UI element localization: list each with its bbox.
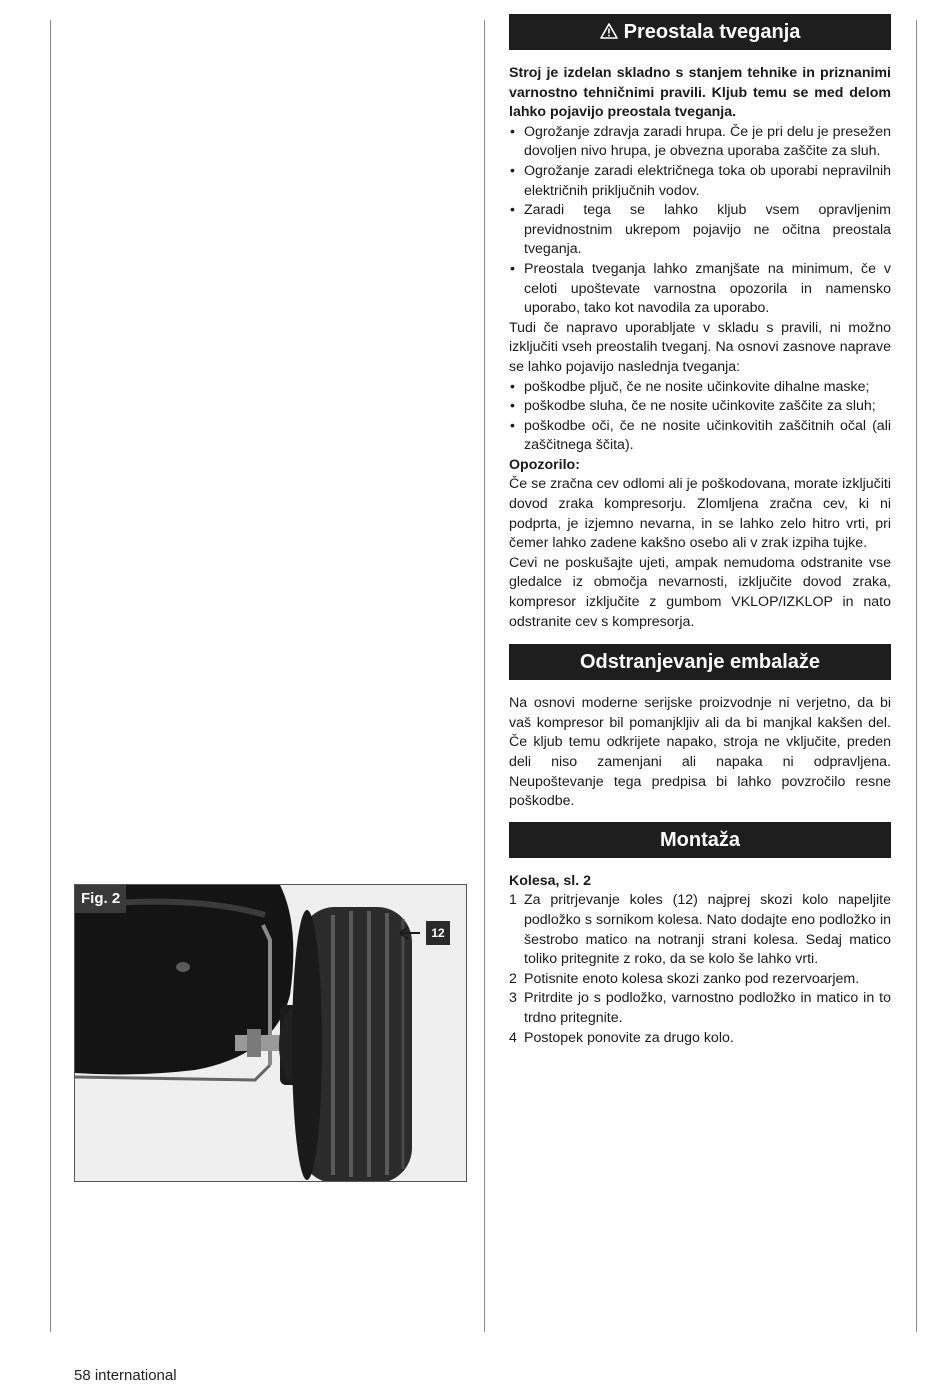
paragraph: Tudi če napravo uporabljate v skladu s pravili, ni možno izključiti vseh preostalih tveganj. Na osnovi zasnove naprave se lahko pojavijo naslednja tveganja: (509, 319, 891, 375)
intro-paragraph: Stroj je izdelan skladno s stanjem tehnike in priznanimi varnostno tehničnimi pravili. Kljub temu se med delom lahko pojavijo preostala tveganja. (509, 65, 891, 121)
assembly-steps (509, 891, 891, 1048)
wheels-subheading: Kolesa, sl. 2 (509, 872, 592, 889)
step-text: Pritrdite jo s podložko, varnostno podložko in matico in to trdno pritegnite. (524, 990, 891, 1026)
injury-list (509, 378, 891, 456)
page-footer: 58 international (74, 1367, 177, 1384)
step-text: Potisnite enoto kolesa skozi zanko pod rezervoarjem. (524, 970, 860, 987)
step-item (509, 1029, 891, 1049)
warning-paragraph: Če se zračna cev odlomi ali je poškodovana, morate izključiti dovod zraka kompresorju. Zlomljena zračna cev, ki ni podprta, je izjemno nevarna, in se lahko zelo hitro vrti, pri čemer lahko zadene kakšno osebo ali v zrak izpiha tujke. (509, 476, 891, 552)
unpacking-paragraph: Na osnovi moderne serijske proizvodnje ni verjetno, da bi vaš kompresor bil pomanjkljiv ali da bi manjkal kakšen del. Če kljub temu odkrijete napako, stroja ne vključite, preden deli niso zamenjani ali napaka ni odpravljena. Neupoštevanje tega predpisa bi lahko povzročilo resne poškodbe. (509, 695, 891, 810)
step-text: Za pritrjevanje koles (12) najprej skozi kolo napeljite podložko s sornikom kolesa. Nato dodajte eno podložko in šestrobo matico na notranji strani kolesa. Sedaj matico toliko pritegnite z roko, da se kolo še lahko vrti. (524, 892, 891, 968)
step-number: 4 (509, 1029, 517, 1046)
figure-label: Fig. 2 (75, 885, 126, 913)
list-item: • Ogrožanje zdravja zaradi hrupa. Če je pri delu je presežen dovoljen nivo hrupa, je obvezna uporaba zaščite za sluh. (509, 123, 891, 162)
list-item: • poškodbe sluha, če ne nosite učinkovite zaščite za sluh; (509, 397, 891, 417)
section-header-residual-risks (509, 14, 891, 50)
list-item: • poškodbe pljuč, če ne nosite učinkovite dihalne maske; (509, 378, 891, 398)
step-item (509, 970, 891, 990)
step-item (509, 891, 891, 969)
section-header-unpacking: Odstranjevanje embalaže (509, 644, 891, 680)
right-margin-rule (916, 20, 917, 1332)
warning-heading: Opozorilo: (509, 456, 580, 473)
step-number: 3 (509, 990, 517, 1007)
list-item: • Zaradi tega se lahko kljub vsem opravljenim previdnostnim ukrepom pojavijo ne očitna preostala tveganja. (509, 201, 891, 260)
center-column-rule (484, 20, 485, 1332)
wheel-assembly-illustration (75, 885, 466, 1181)
figure-wheel-assembly (74, 884, 467, 1182)
list-item: • Preostala tveganja lahko zmanjšate na minimum, če v celoti upoštevate varnostna opozorila in namensko uporabo, tako kot navodila za uporabo. (509, 260, 891, 319)
risk-list (509, 123, 891, 319)
list-item: • poškodbe oči, če ne nosite učinkovitih zaščitnih očal (ali zaščitnega ščita). (509, 417, 891, 456)
left-margin-rule (50, 20, 51, 1332)
section-header-assembly: Montaža (509, 822, 891, 858)
list-item: • Ogrožanje zaradi električnega toka ob uporabi nepravilnih električnih priključnih vodov. (509, 162, 891, 201)
step-number: 1 (509, 892, 517, 909)
section-title: Preostala tveganja (623, 21, 801, 43)
step-text: Postopek ponovite za drugo kolo. (524, 1029, 734, 1046)
part-number-callout: 12 (426, 921, 450, 945)
warning-triangle-icon (600, 23, 618, 39)
warning-paragraph-2: Cevi ne poskušajte ujeti, ampak nemudoma odstranite vse gledalce iz območja nevarnosti, izključite dovod zraka, kompresor izključite z gumbom VKLOP/IZKLOP in nato odstranite cev s kompresorja. (509, 554, 891, 630)
step-number: 2 (509, 970, 517, 987)
right-column (509, 14, 891, 1048)
step-item (509, 989, 891, 1028)
